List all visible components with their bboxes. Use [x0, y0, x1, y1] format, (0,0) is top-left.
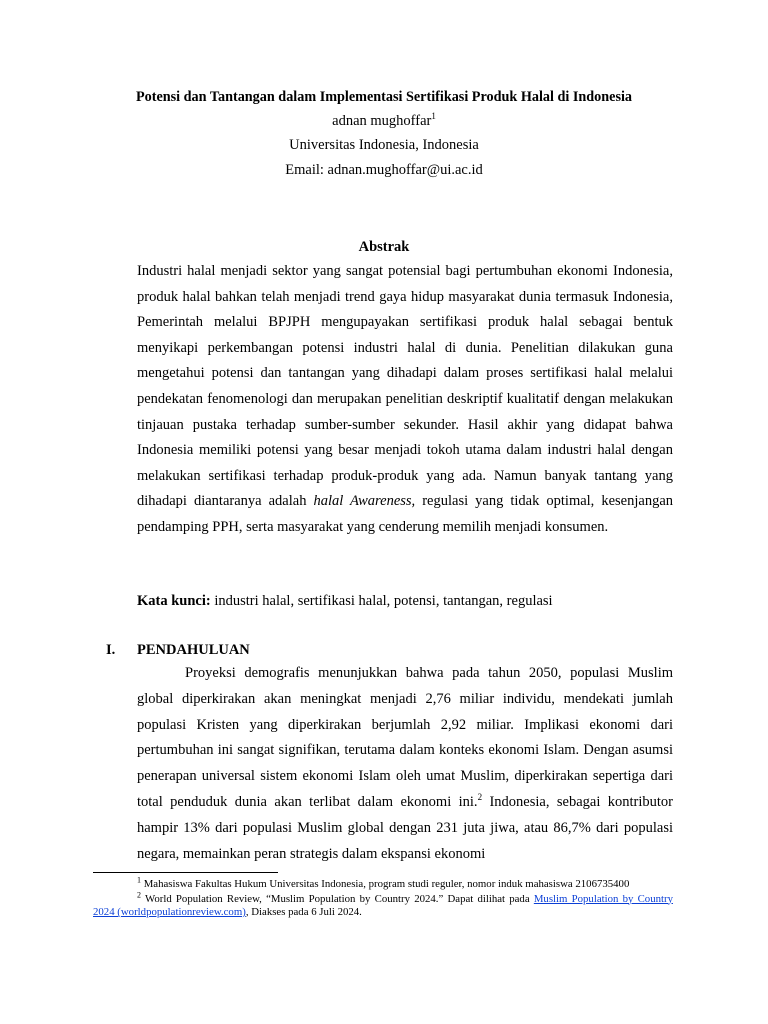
paper-title: Potensi dan Tantangan dalam Implementasi Sertifikasi Produk Halal di Indonesia — [135, 89, 632, 105]
footnote-2-mark: 2 — [137, 889, 141, 899]
footnote-1-mark: 1 — [137, 875, 141, 885]
author-name — [0, 112, 768, 130]
footnote-2-text: World Population Review, “Muslim Population by Country 2024.” Dapat dilihat pada — [145, 892, 530, 905]
section-number: I. — [106, 642, 116, 658]
author-name-text: adnan mughoffar — [332, 113, 432, 129]
footnote-2-text-after: , Diakses pada 6 Juli 2024. — [245, 906, 362, 918]
abstract-text-part2: regulasi yang tidak optimal, kesenjangan pendamping PPH, serta masyarakat yang cenderung memilih menjadi konsumen. — [137, 493, 673, 535]
footnote-1-text: Mahasiswa Fakultas Hukum Universitas Indonesia, program studi reguler, nomor induk mahasiswa 2106735400 — [143, 878, 630, 890]
footnotes — [93, 875, 673, 921]
footnote-2-link[interactable]: Muslim Population by Country 2024 (worldpopulationreview.com) — [93, 892, 673, 918]
keywords-label: Kata kunci: — [137, 593, 211, 609]
footnote-2 — [93, 889, 673, 920]
abstract-italic-term: halal Awareness, — [313, 493, 416, 510]
section-body — [137, 661, 673, 867]
abstract-body — [137, 259, 673, 541]
author-footnote-mark: 1 — [431, 111, 436, 122]
section-text-part2: Indonesia, sebagai kontributor hampir 13% dari populasi Muslim global dengan 231 juta jiwa, atau 86,7% dari populasi negara, memainkan peran strategis dalam ekspansi ekonomi — [137, 793, 673, 862]
abstract-heading: Abstrak — [358, 239, 410, 255]
keywords — [137, 591, 673, 611]
section-title: PENDAHULUAN — [137, 642, 250, 658]
keywords-list: industri halal, sertifikasi halal, potensi, tantangan, regulasi — [214, 593, 553, 609]
footnote-1 — [93, 875, 673, 892]
author-email: Email: adnan.mughoffar@ui.ac.id — [285, 162, 483, 178]
section-text-part1: Proyeksi demografis menunjukkan bahwa pada tahun 2050, populasi Muslim global diperkirakan akan meningkat menjadi 2,76 miliar individu, mendekati jumlah populasi Kristen yang diperkirakan berjumlah 2,92 miliar. Implikasi ekonomi dari pertumbuhan ini sangat signifikan, terutama dalam konteks ekonomi Islam. Dengan asumsi penerapan universal sistem ekonomi Islam oleh umat Muslim, diperkirakan sepertiga dari total penduduk dunia akan terlibat dalam ekonomi ini. — [137, 665, 673, 810]
footnote-divider — [93, 872, 278, 873]
footnote-reference-2: 2 — [477, 792, 483, 803]
author-affiliation: Universitas Indonesia, Indonesia — [289, 137, 479, 153]
abstract-text-part1: Industri halal menjadi sektor yang sangat potensial bagi pertumbuhan ekonomi Indonesia, produk halal bahkan telah menjadi trend gaya hidup masyarakat dunia termasuk Indonesia, Pemerintah melalui BPJPH mengupayakan sertifikasi produk halal sebagai bentuk menyikapi perkembangan potensi industri halal di dunia. Penelitian dilakukan guna mengetahui potensi dan tantangan yang dihadapi dalam proses sertifikasi halal melalui pendekatan fenomenologi dan merupakan penelitian deskriptif kualitatif dengan melakukan tinjauan pustaka terhadap sumber-sumber sekunder. Hasil akhir yang didapat bahwa Indonesia memiliki potensi yang besar menjadi tokoh utama dalam industri halal dengan melakukan sertifikasi terhadap produk-produk yang ada. Namun banyak tantang yang dihadapi diantaranya adalah — [137, 263, 673, 510]
